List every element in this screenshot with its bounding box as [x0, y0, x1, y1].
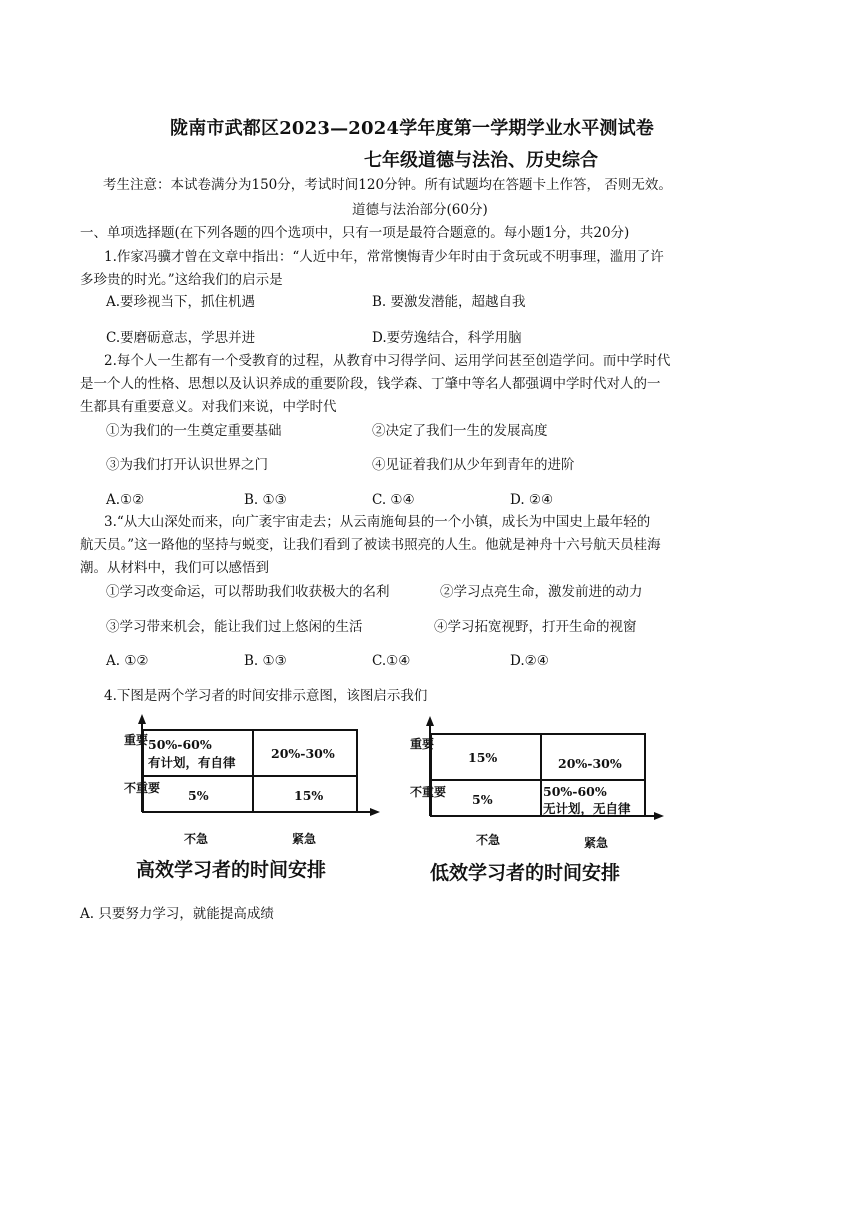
q2-option-b: B. ①③: [244, 492, 287, 508]
cell-unimportant-urgent-value: 15%: [294, 788, 324, 803]
chart-caption: 高效学习者的时间安排: [136, 859, 327, 881]
xlabel-not-urgent: 不急: [184, 832, 209, 846]
section-heading: 道德与法治部分(60分): [352, 202, 488, 218]
q2-option-a: A.①②: [106, 492, 145, 508]
exam-notice: 考生注意：本试卷满分为150分，考试时间120分钟。所有试题均在答题卡上作答， 否则无效。: [103, 177, 672, 193]
cell-important-urgent-value: 20%-30%: [271, 746, 335, 761]
q3-statement-3: ③学习带来机会，能让我们过上悠闲的生活: [106, 619, 363, 635]
exam-subtitle: 七年级道德与法治、历史综合: [364, 150, 598, 171]
q3-statement-1: ①学习改变命运，可以帮助我们收获极大的名利: [106, 584, 390, 600]
q2-option-d: D. ②④: [510, 492, 554, 508]
q3-stem-line3: 潮。从材料中，我们可以感悟到: [80, 560, 269, 576]
cell-unimportant-urgent-note: 无计划，无自律: [543, 801, 631, 816]
q3-statement-2: ②学习点亮生命，激发前进的动力: [440, 584, 643, 600]
cell-important-not-urgent-value: 50%-60%: [148, 737, 212, 752]
part-heading: 一、单项选择题(在下列各题的四个选项中，只有一项是最符合题意的。每小题1分，共20分): [80, 225, 630, 241]
q2-statement-2: ②决定了我们一生的发展高度: [372, 423, 548, 439]
q1-stem-line2: 多珍贵的时光。”这给我们的启示是: [80, 272, 283, 288]
chart-caption: 低效学习者的时间安排: [430, 862, 621, 884]
y-axis-arrow: [426, 716, 434, 726]
q4-stem: 4.下图是两个学习者的时间安排示意图，该图启示我们: [104, 688, 428, 704]
y-axis-arrow: [138, 714, 146, 724]
q3-stem-line2: 航天员。”这一路他的坚持与蜕变，让我们看到了被读书照亮的人生。他就是神舟十六号航天员桂海: [80, 537, 661, 553]
xlabel-not-urgent: 不急: [476, 833, 501, 847]
exam-title: 陇南市武都区2023—2024学年度第一学期学业水平测试卷: [170, 118, 654, 139]
xlabel-urgent: 紧急: [292, 832, 317, 846]
x-axis-arrow: [654, 812, 664, 820]
q2-statement-1: ①为我们的一生奠定重要基础: [106, 423, 282, 439]
q1-option-a: A.要珍视当下，抓住机遇: [106, 294, 256, 310]
ylabel-important: 重要: [410, 737, 435, 751]
q4-option-a: A. 只要努力学习，就能提高成绩: [80, 906, 274, 922]
q2-statement-3: ③为我们打开认识世界之门: [106, 457, 268, 473]
ylabel-unimportant: 不重要: [410, 785, 447, 799]
q2-option-c: C. ①④: [372, 492, 415, 508]
q1-option-d: D.要劳逸结合，科学用脑: [372, 330, 522, 346]
q1-option-b: B. 要激发潜能，超越自我: [372, 294, 526, 310]
efficient-learner-chart: [116, 712, 386, 892]
cell-unimportant-urgent-value: 50%-60%: [543, 784, 607, 799]
cell-unimportant-not-urgent-value: 5%: [188, 788, 209, 803]
cell-unimportant-not-urgent-value: 5%: [472, 792, 493, 807]
ylabel-important: 重要: [124, 733, 149, 747]
q1-stem-line1: 1.作家冯骥才曾在文章中指出：“人近中年，常常懊悔青少年时由于贪玩或不明事理，滥用了许: [104, 249, 664, 265]
x-axis-arrow: [370, 808, 380, 816]
cell-important-not-urgent-note: 有计划，有自律: [148, 755, 236, 770]
q2-statement-4: ④见证着我们从少年到青年的进阶: [372, 457, 575, 473]
q1-option-c: C.要磨砺意志，学思并进: [106, 330, 256, 346]
inefficient-learner-chart: [400, 712, 680, 892]
cell-important-not-urgent-value: 15%: [468, 750, 498, 765]
q3-stem-line1: 3.“从大山深处而来，向广袤宇宙走去；从云南施甸县的一个小镇，成长为中国史上最年轻的: [104, 514, 651, 530]
q3-option-a: A. ①②: [106, 653, 149, 669]
q3-option-b: B. ①③: [244, 653, 287, 669]
q3-option-d: D.②④: [510, 653, 549, 669]
q3-option-c: C.①④: [372, 653, 411, 669]
q3-statement-4: ④学习拓宽视野，打开生命的视窗: [434, 619, 637, 635]
cell-important-urgent-value: 20%-30%: [558, 756, 622, 771]
q2-stem-line2: 是一个人的性格、思想以及认识养成的重要阶段，钱学森、丁肇中等名人都强调中学时代对人的一: [80, 376, 661, 392]
xlabel-urgent: 紧急: [584, 836, 609, 850]
q2-stem-line3: 生都具有重要意义。对我们来说，中学时代: [80, 399, 337, 415]
ylabel-unimportant: 不重要: [124, 781, 161, 795]
q2-stem-line1: 2.每个人一生都有一个受教育的过程，从教育中习得学问、运用学问甚至创造学问。而中学时代: [104, 353, 671, 369]
